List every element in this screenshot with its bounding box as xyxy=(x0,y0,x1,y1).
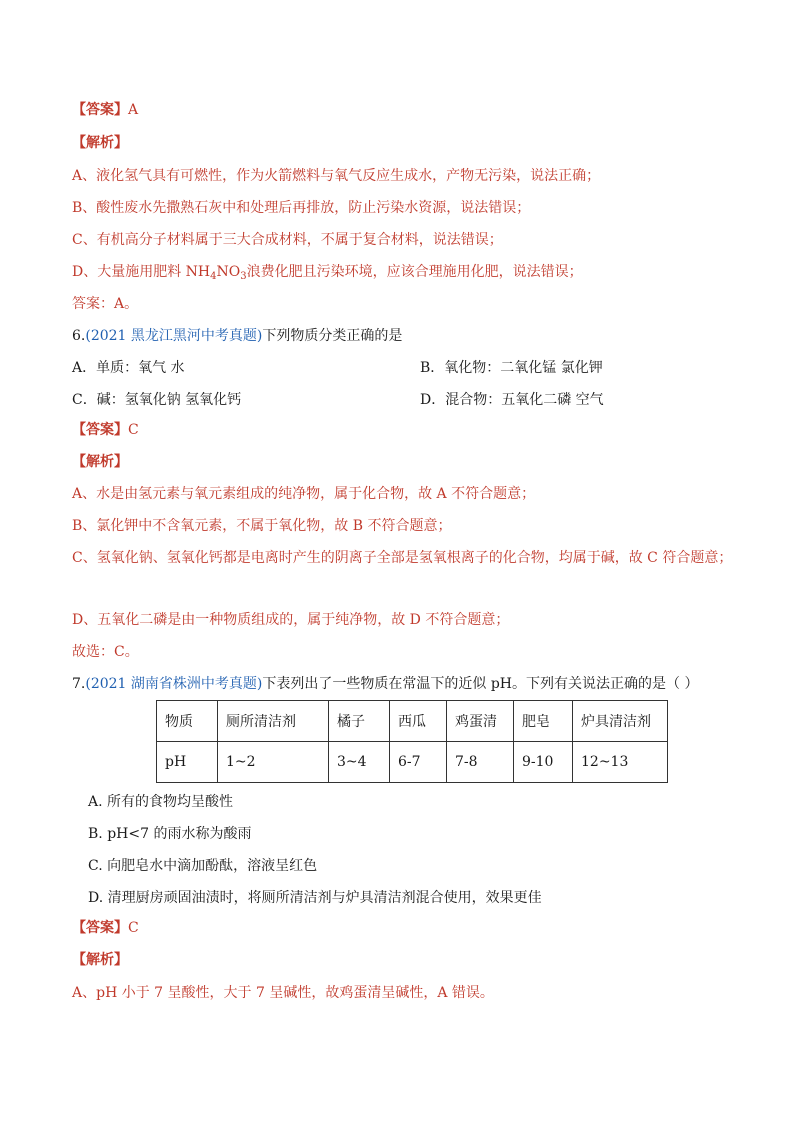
answer-value: A xyxy=(128,102,139,118)
q6-analysis-label xyxy=(72,452,128,472)
table-cell: 6-7 xyxy=(390,742,447,783)
q6-analysis-line-d: D、五氧化二磷是由一种物质组成的，属于纯净物，故 D 不符合题意； xyxy=(72,612,510,628)
table-cell: 3~4 xyxy=(329,742,390,783)
q6-analysis-line-a: A、水是由氢元素与氧元素组成的纯净物，属于化合物，故 A 不符合题意； xyxy=(72,486,536,502)
q6-conclusion: 故选：C。 xyxy=(72,644,139,660)
option-a: A．单质：氧气 水 xyxy=(72,360,185,376)
q5-analysis-line-d xyxy=(72,262,583,287)
q5-analysis-line-c: C、有机高分子材料属于三大合成材料，不属于复合材料，说法错误； xyxy=(72,232,503,248)
table-cell: pH xyxy=(157,742,218,783)
option-b: B．氧化物：二氧化锰 氯化钾 xyxy=(420,360,603,376)
table-cell: 西瓜 xyxy=(390,701,447,742)
table-cell: 厕所清洁剂 xyxy=(218,701,329,742)
ph-table xyxy=(156,700,668,783)
question-number: 7. xyxy=(72,676,86,692)
option-d: D．混合物：五氧化二磷 空气 xyxy=(420,392,604,408)
table-header-row xyxy=(157,701,668,742)
q5-analysis-line-a: A、液化氢气具有可燃性，作为火箭燃料与氧气反应生成水，产物无污染，说法正确； xyxy=(72,168,601,184)
line-d-suffix: 浪费化肥且污染环境，应该合理施用化肥，说法错误； xyxy=(246,264,583,280)
question-source: (2021 黑龙江黑河中考真题) xyxy=(85,328,263,344)
q7-option-c: C. 向肥皂水中滴加酚酞，溶液呈红色 xyxy=(88,858,318,874)
q6-answer xyxy=(72,420,139,440)
analysis-label: 【解析】 xyxy=(72,135,128,151)
question-stem: 下表列出了一些物质在常温下的近似 pH。下列有关说法正确的是（ ） xyxy=(262,676,699,692)
answer-value: C xyxy=(128,422,139,438)
subscript-3: 3 xyxy=(240,271,247,282)
q6-analysis-line-c: C、氢氧化钠、氢氧化钙都是电离时产生的阴离子全部是氢氧根离子的化合物，均属于碱，故 C 符合题意； xyxy=(72,550,733,566)
answer-label: 【答案】 xyxy=(72,422,128,438)
question-stem: 下列物质分类正确的是 xyxy=(262,328,403,344)
table-cell: 炉具清洁剂 xyxy=(573,701,668,742)
line-d-prefix: D、大量施用肥料 NH xyxy=(72,264,211,280)
q5-analysis-label xyxy=(72,133,128,153)
option-c: C．碱：氢氧化钠 氢氧化钙 xyxy=(72,392,242,408)
table-cell: 7-8 xyxy=(447,742,514,783)
q7-option-d: D. 清理厨房顽固油渍时，将厕所清洁剂与炉具清洁剂混合使用，效果更佳 xyxy=(88,890,542,906)
q6-options-row-1 xyxy=(72,358,603,378)
answer-value: C xyxy=(128,920,139,936)
table-row xyxy=(157,742,668,783)
question-number: 6. xyxy=(72,328,86,344)
q5-analysis-line-b: B、酸性废水先撒熟石灰中和处理后再排放，防止污染水资源，说法错误； xyxy=(72,200,531,216)
answer-label: 【答案】 xyxy=(72,102,128,118)
table-cell: 鸡蛋清 xyxy=(447,701,514,742)
q7-option-b: B. pH<7 的雨水称为酸雨 xyxy=(88,826,252,842)
table-cell: 1~2 xyxy=(218,742,329,783)
q7-analysis-line-a: A、pH 小于 7 呈酸性，大于 7 呈碱性，故鸡蛋清呈碱性，A 错误。 xyxy=(72,985,494,1001)
q6-options-row-2 xyxy=(72,390,604,410)
table-cell: 12~13 xyxy=(573,742,668,783)
analysis-label: 【解析】 xyxy=(72,454,128,470)
table-cell: 9-10 xyxy=(514,742,573,783)
q6-analysis-line-b: B、氯化钾中不含氧元素，不属于氧化物，故 B 不符合题意； xyxy=(72,518,452,534)
q5-conclusion: 答案：A。 xyxy=(72,296,139,312)
q7-analysis-label xyxy=(72,950,128,970)
q7-option-a: A. 所有的食物均呈酸性 xyxy=(88,794,234,810)
q7-stem xyxy=(72,674,698,694)
analysis-label: 【解析】 xyxy=(72,952,128,968)
q5-answer xyxy=(72,100,138,120)
q7-answer xyxy=(72,918,139,938)
answer-label: 【答案】 xyxy=(72,920,128,936)
question-source: (2021 湖南省株洲中考真题) xyxy=(85,676,263,692)
line-d-mid: NO xyxy=(216,264,241,280)
subscript-4: 4 xyxy=(210,271,217,282)
q6-stem xyxy=(72,326,402,346)
table-cell: 物质 xyxy=(157,701,218,742)
table-cell: 肥皂 xyxy=(514,701,573,742)
table-cell: 橘子 xyxy=(329,701,390,742)
